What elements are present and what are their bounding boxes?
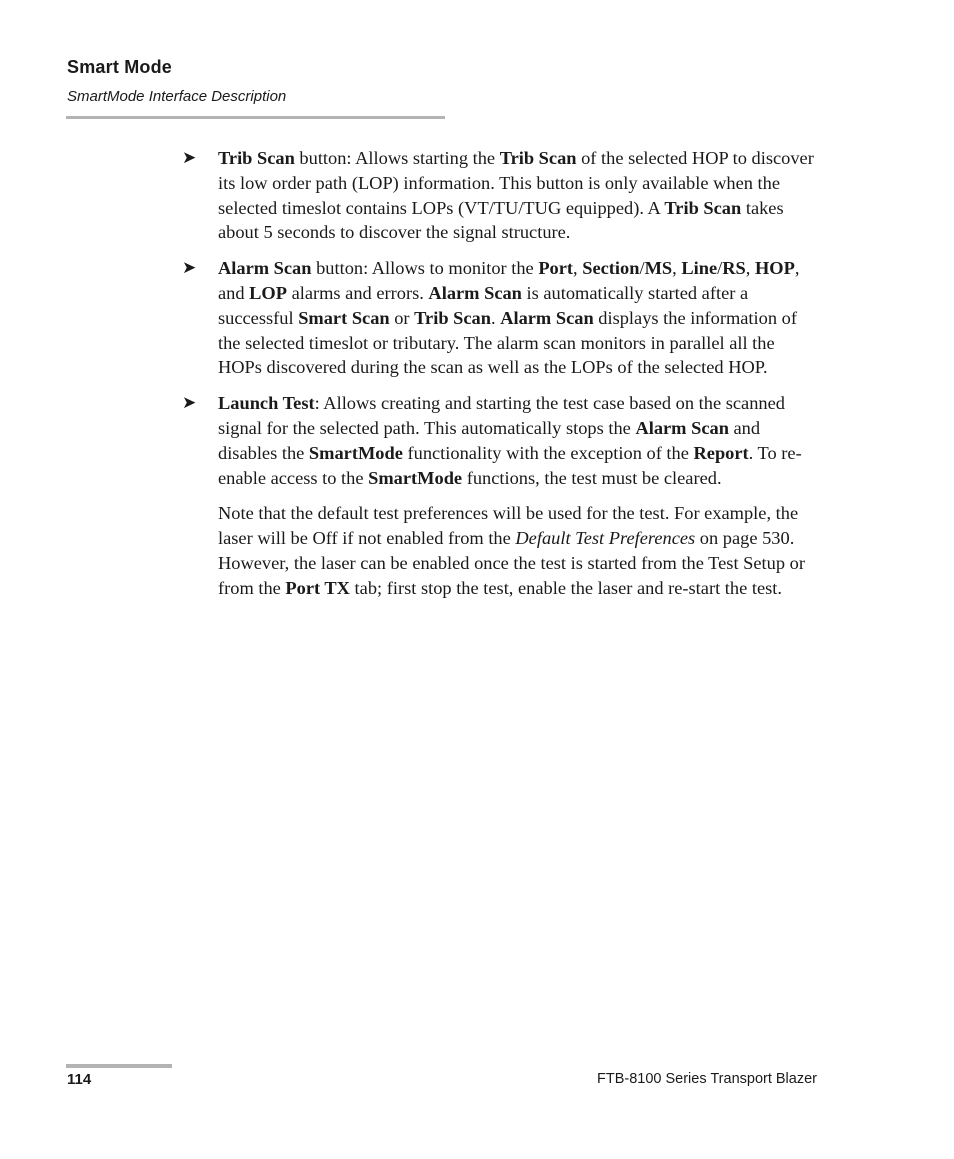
text-run: button: Allows to monitor the (311, 258, 539, 279)
bullet-text (218, 146, 818, 245)
text-run: alarms and errors. (286, 282, 429, 303)
bold-term: MS (644, 258, 673, 279)
arrowhead-bullet-icon: ➤ (182, 393, 197, 414)
arrowhead-bullet-icon: ➤ (182, 148, 197, 168)
bold-term: Alarm Scan (635, 417, 729, 438)
text-run: Note that the default test preferences will be used for the test. For example, the laser will be Off if not enabled from the (218, 503, 799, 549)
page-header-title: Smart Mode (67, 57, 173, 77)
text-run: . (490, 307, 501, 328)
text-run: functions, the test must be cleared. (462, 467, 722, 488)
bullet-launch-test (182, 391, 818, 490)
bullet-trib-scan (182, 146, 818, 245)
arrowhead-bullet-icon: ➤ (182, 258, 197, 279)
text-run: functionality with the exception of the (402, 442, 694, 463)
text-run: button: Allows starting the (294, 148, 500, 168)
text-run: and disables the (218, 417, 761, 463)
bold-term: Trib Scan (664, 197, 742, 218)
text-run: of the selected HOP to discover its low order path (LOP) information. This button is only available when the selected timeslot contains LOPs (VT/TU/TUG equipped). A (218, 148, 814, 218)
bold-term: Section (582, 258, 640, 279)
text-run: tab; first stop the test, enable the laser and re-start the test. (349, 577, 782, 598)
text-run: . To re-enable access to the (218, 442, 802, 488)
bold-term: LOP (249, 282, 287, 303)
bullet-text (218, 391, 818, 490)
bold-term: Launch Test (218, 393, 315, 414)
bold-term: Alarm Scan (500, 307, 594, 328)
bold-term: Line (681, 258, 718, 279)
text-run: or (389, 307, 415, 328)
bold-term: RS (722, 258, 746, 279)
note-paragraph (218, 501, 818, 600)
bold-term: Trib Scan (414, 307, 491, 328)
text-run: / (639, 258, 645, 279)
bold-term: SmartMode (308, 442, 403, 463)
text-run: takes about 5 seconds to discover the signal structure. (218, 197, 784, 243)
text-run: , (573, 258, 583, 279)
bold-term: SmartMode (368, 467, 463, 488)
page-number: 114 (67, 1071, 92, 1088)
bullet-alarm-scan (182, 256, 818, 380)
text-run: displays the information of the selected timeslot or tributary. The alarm scan monitors in parallel all the HOPs discovered during the scan as well as the LOPs of the selected HOP. (218, 307, 797, 378)
text-run: , (745, 258, 755, 279)
text-run: / (717, 258, 723, 279)
bold-term: Port (538, 258, 574, 279)
bold-term: HOP (755, 258, 795, 279)
page-header-subtitle: SmartMode Interface Description (67, 88, 287, 105)
bold-term: Trib Scan (499, 148, 577, 168)
italic-reference: Default Test Preferences (515, 528, 696, 549)
body-content (182, 146, 818, 601)
bold-term: Alarm Scan (428, 282, 522, 303)
bold-term: Trib Scan (218, 148, 295, 168)
bold-term: Port TX (285, 577, 350, 598)
footer-divider (66, 1064, 172, 1068)
text-run: : Allows creating and starting the test case based on the scanned signal for the selected path. This automatically stops the (218, 393, 785, 438)
text-run: is automatically started after a successful (218, 282, 749, 328)
text-run: on page 530. However, the laser can be enabled once the test is started from the Test Setup or from the (218, 528, 805, 598)
text-run: , (672, 258, 682, 279)
bold-term: Alarm Scan (218, 258, 312, 279)
bullet-text (218, 256, 818, 380)
footer-doc-title: FTB-8100 Series Transport Blazer (596, 1071, 817, 1087)
text-run: , and (218, 258, 800, 303)
bold-term: Report (693, 442, 749, 463)
bold-term: Smart Scan (298, 307, 390, 328)
header-divider (66, 116, 445, 119)
